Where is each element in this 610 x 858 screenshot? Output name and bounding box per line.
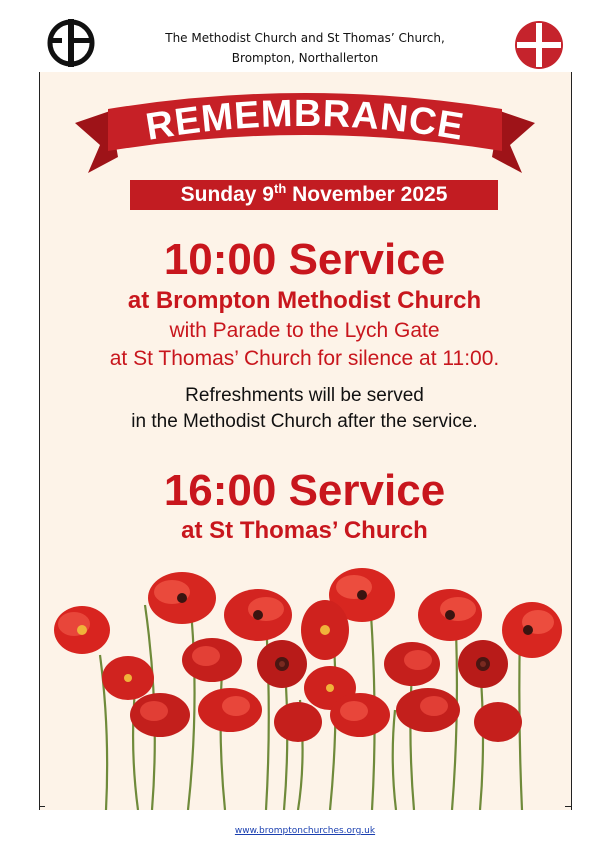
service2-title: 16:00 Service [163, 466, 446, 515]
svg-text:REMEMBRANCE [143, 93, 467, 149]
date-day: Sunday 9 [180, 183, 274, 206]
header-church-names [120, 28, 490, 68]
date-ordinal: th [274, 181, 287, 196]
service2-location: at St Thomas’ Church [181, 517, 428, 544]
header-line-2: Brompton, Northallerton [231, 51, 379, 65]
church-of-england-cross-icon [512, 20, 566, 70]
service-date [130, 180, 498, 210]
date-rest: November 2025 [286, 183, 448, 206]
methodist-cross-globe-icon [42, 18, 100, 68]
refreshments-line-1: Refreshments will be served [185, 385, 424, 406]
service1-detail-2: at St Thomas’ Church for silence at 11:00. [109, 347, 500, 370]
refreshments-line-2: in the Methodist Church after the service. [131, 411, 478, 432]
banner-title: REMEMBRANCE [142, 92, 468, 149]
poppy-field-illustration [40, 560, 570, 810]
remembrance-banner [70, 85, 540, 180]
service1-location: at Brompton Methodist Church [127, 287, 482, 314]
website-link[interactable]: www.bromptonchurches.org.uk [234, 826, 376, 836]
service1-title: 10:00 Service [163, 235, 446, 284]
header-line-1: The Methodist Church and St Thomas’ Church, [165, 31, 445, 45]
service1-detail-1: with Parade to the Lych Gate [169, 319, 440, 342]
page-header [0, 0, 610, 70]
